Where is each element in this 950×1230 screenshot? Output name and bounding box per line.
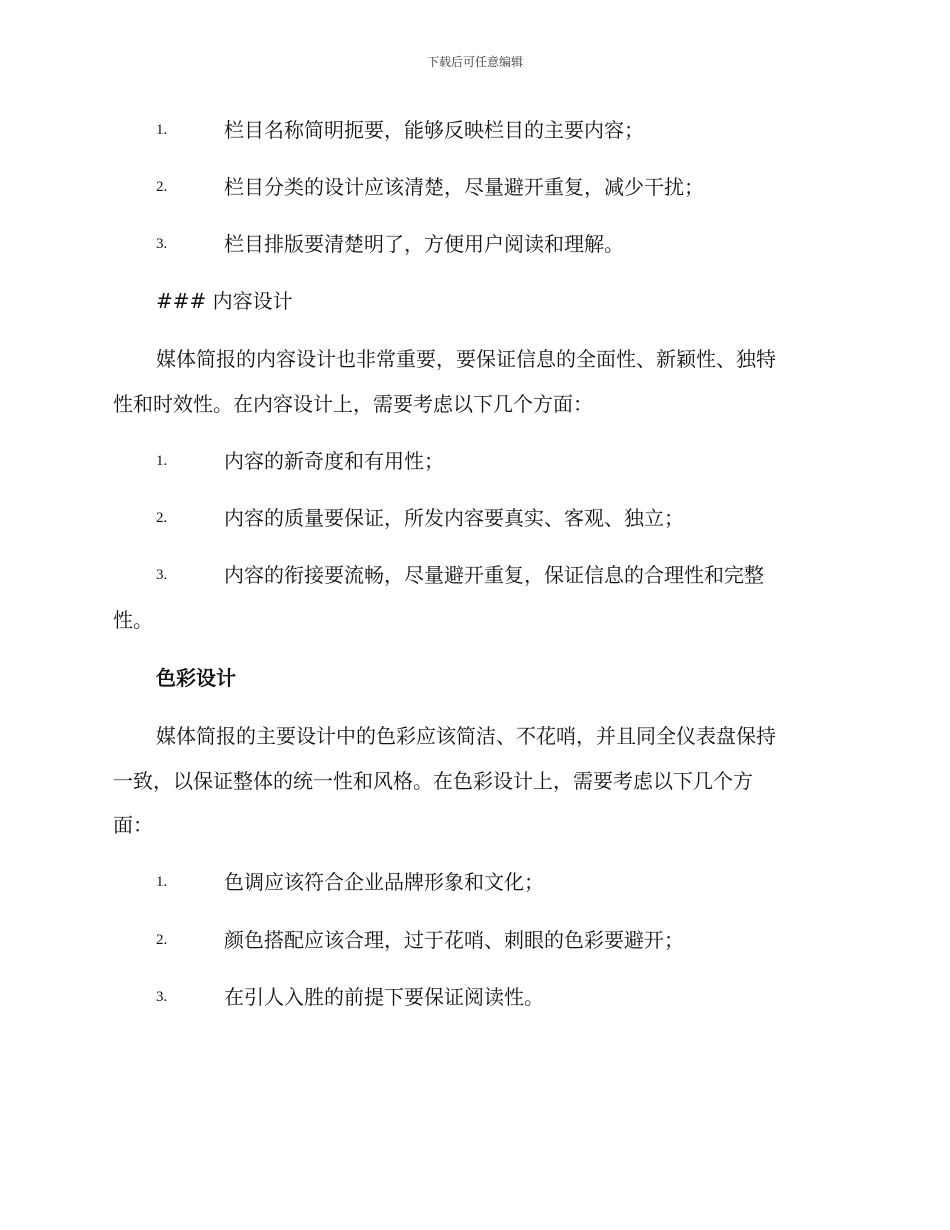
list-number: 2.	[156, 179, 168, 195]
list-item: 栏目名称简明扼要，能够反映栏目的主要内容；	[224, 118, 644, 142]
list-number: 3.	[156, 989, 168, 1005]
section-heading-color: 色彩设计	[156, 666, 236, 690]
list-item: 内容的新奇度和有用性；	[224, 449, 444, 473]
list-number: 1.	[156, 122, 168, 138]
list-item: 内容的质量要保证，所发内容要真实、客观、独立；	[224, 506, 684, 530]
list-number: 2.	[156, 510, 168, 526]
list-number: 3.	[156, 236, 168, 252]
list-item-continuation: 性。	[113, 608, 153, 632]
paragraph-line: 性和时效性。在内容设计上，需要考虑以下几个方面：	[113, 392, 593, 416]
page-header: 下载后可任意编辑	[426, 55, 523, 69]
paragraph-line: 一致，以保证整体的统一性和风格。在色彩设计上，需要考虑以下几个方	[113, 769, 753, 793]
list-item: 栏目分类的设计应该清楚，尽量避开重复，减少干扰；	[224, 175, 704, 199]
section-heading-content: ### 内容设计	[156, 289, 293, 313]
list-number: 1.	[156, 453, 168, 469]
list-item: 内容的衔接要流畅，尽量避开重复，保证信息的合理性和完整	[224, 563, 764, 587]
list-item: 栏目排版要清楚明了，方便用户阅读和理解。	[224, 232, 624, 256]
list-item: 颜色搭配应该合理，过于花哨、刺眼的色彩要避开；	[224, 928, 684, 952]
paragraph-line: 媒体简报的内容设计也非常重要，要保证信息的全面性、新颖性、独特	[156, 347, 776, 371]
list-item: 色调应该符合企业品牌形象和文化；	[224, 870, 544, 894]
paragraph-line: 面：	[113, 813, 153, 837]
list-number: 2.	[156, 932, 168, 948]
paragraph-line: 媒体简报的主要设计中的色彩应该简洁、不花哨，并且同全仪表盘保持	[156, 724, 776, 748]
list-number: 3.	[156, 567, 168, 583]
list-number: 1.	[156, 874, 168, 890]
list-item: 在引人入胜的前提下要保证阅读性。	[224, 985, 544, 1009]
